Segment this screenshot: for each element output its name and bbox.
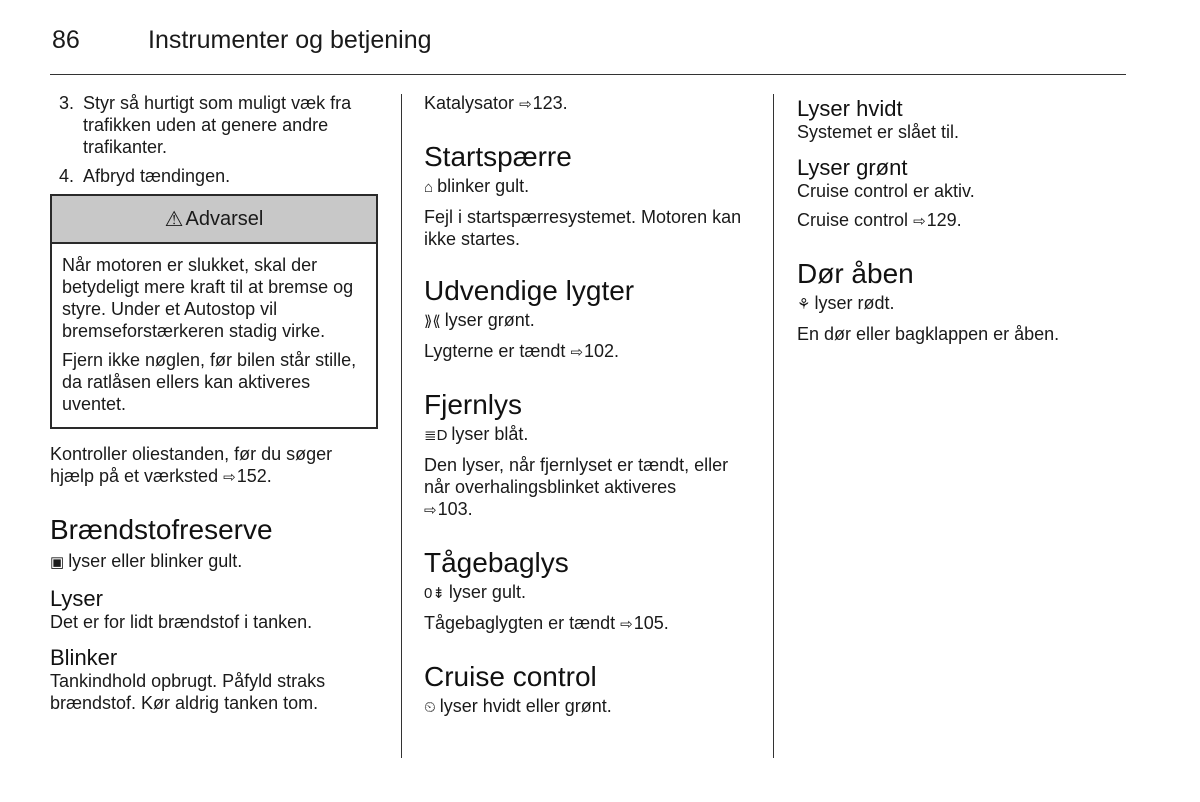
reference-arrow-icon: ⇨ — [913, 213, 926, 230]
catalyst-line — [424, 92, 754, 116]
oil-check-sentence: Kontroller oliestanden, før du søger hjælp på et værksted — [50, 444, 333, 486]
catalyst-page-ref[interactable]: 123. — [532, 93, 568, 113]
step-list — [50, 92, 380, 187]
fuel-blink-text: Tankindhold opbrugt. Påfyld straks brændstof. Kør aldrig tanken tom. — [50, 671, 326, 713]
exterior-lights-status-text: lyser grønt. — [444, 310, 535, 330]
door-open-status-text: lyser rødt. — [814, 293, 895, 313]
exterior-lights-text-line — [424, 340, 754, 364]
immobiliser-car-key-icon: ⌂ — [424, 179, 434, 196]
step-3-text: Styr så hurtigt som muligt væk fra trafikken uden at genere andre trafikanter. — [83, 93, 352, 157]
step-4-text: Afbryd tændingen. — [83, 166, 231, 186]
column-1 — [50, 92, 380, 714]
lit-white-heading: Lyser hvidt — [797, 96, 903, 121]
rear-fog-text: Tågebaglygten er tændt — [424, 613, 616, 633]
exterior-lights-icon: ⟫⟪ — [424, 313, 441, 330]
door-open-text: En dør eller bagklappen er åben. — [797, 324, 1060, 344]
exterior-lights-page-ref[interactable]: 102. — [584, 341, 620, 361]
column-divider-1 — [401, 94, 402, 758]
warning-icon: ⚠ — [164, 207, 184, 231]
oil-check-text — [50, 443, 380, 489]
warning-paragraph-1: Når motoren er slukket, skal der betydeligt mere kraft til at bremse og styre. Under et Autostop vil bremseforstærkeren stadig virke. — [62, 255, 354, 341]
column-divider-2 — [773, 94, 774, 758]
warning-header — [52, 196, 376, 244]
step-4 — [50, 165, 380, 187]
cruise-control-icon: ⏲ — [424, 699, 436, 716]
cruise-control-heading: Cruise control — [424, 661, 597, 692]
catalyst-text: Katalysator — [424, 93, 515, 113]
exterior-lights-text: Lygterne er tændt — [424, 341, 566, 361]
door-open-status-line — [797, 292, 1127, 316]
immobiliser-status-text: blinker gult. — [437, 176, 530, 196]
door-open-heading: Dør åben — [797, 258, 914, 289]
immobiliser-heading: Startspærre — [424, 141, 572, 172]
lit-green-text-2-line — [797, 209, 1127, 233]
door-open-icon: ⚘ — [797, 296, 811, 313]
fuel-status-line — [50, 550, 380, 574]
high-beam-page-ref[interactable]: 103. — [437, 499, 473, 519]
header-rule — [50, 74, 1126, 75]
cruise-control-status-line — [424, 695, 754, 719]
warning-box — [50, 194, 378, 429]
high-beam-heading: Fjernlys — [424, 389, 523, 420]
rear-fog-light-icon: 0⇟ — [424, 585, 445, 602]
rear-fog-status-line — [424, 581, 754, 605]
high-beam-status-line — [424, 423, 754, 447]
oil-check-page-ref[interactable]: 152. — [236, 466, 272, 486]
lit-green-text-1: Cruise control er aktiv. — [797, 181, 975, 201]
step-3-number: 3. — [59, 93, 75, 113]
column-3 — [797, 92, 1127, 345]
reference-arrow-icon: ⇨ — [424, 502, 437, 519]
high-beam-text-block — [424, 454, 754, 522]
cruise-control-page-ref[interactable]: 129. — [926, 210, 962, 230]
fuel-status-text: lyser eller blinker gult. — [68, 551, 243, 571]
high-beam-icon: ≣D — [424, 427, 448, 444]
fuel-lit-text: Det er for lidt brændstof i tanken. — [50, 612, 313, 632]
fuel-blink-heading: Blinker — [50, 645, 118, 670]
reference-arrow-icon: ⇨ — [620, 616, 633, 633]
lit-white-text: Systemet er slået til. — [797, 122, 960, 142]
column-2 — [424, 92, 754, 719]
rear-fog-page-ref[interactable]: 105. — [633, 613, 669, 633]
warning-title: Advarsel — [185, 207, 264, 230]
page-number: 86 — [52, 26, 80, 54]
reference-arrow-icon: ⇨ — [570, 344, 584, 361]
lit-green-text-2: Cruise control — [797, 210, 909, 230]
fuel-pump-icon: ▣ — [50, 554, 65, 571]
page-title: Instrumenter og betjening — [148, 26, 432, 54]
exterior-lights-heading: Udvendige lygter — [424, 275, 635, 306]
immobiliser-status-line — [424, 175, 754, 199]
reference-arrow-icon: ⇨ — [519, 96, 532, 113]
lit-green-heading: Lyser grønt — [797, 155, 908, 180]
step-3 — [50, 92, 380, 158]
warning-body — [52, 244, 376, 427]
rear-fog-text-line — [424, 612, 754, 636]
cruise-control-status-text: lyser hvidt eller grønt. — [439, 696, 612, 716]
high-beam-text: Den lyser, når fjernlyset er tændt, eller når overhalingsblinket aktiveres — [424, 455, 729, 497]
rear-fog-status-text: lyser gult. — [448, 582, 526, 602]
immobiliser-text: Fejl i startspærresystemet. Motoren kan ikke startes. — [424, 207, 742, 249]
exterior-lights-status-line — [424, 309, 754, 333]
fuel-lit-heading: Lyser — [50, 586, 103, 611]
step-4-number: 4. — [59, 166, 75, 186]
reference-arrow-icon: ⇨ — [223, 469, 236, 486]
rear-fog-heading: Tågebaglys — [424, 547, 569, 578]
warning-paragraph-2: Fjern ikke nøglen, før bilen står stille, da ratlåsen ellers kan aktiveres uventet. — [62, 350, 357, 414]
high-beam-status-text: lyser blåt. — [451, 424, 529, 444]
fuel-reserve-heading: Brændstofreserve — [50, 514, 273, 545]
